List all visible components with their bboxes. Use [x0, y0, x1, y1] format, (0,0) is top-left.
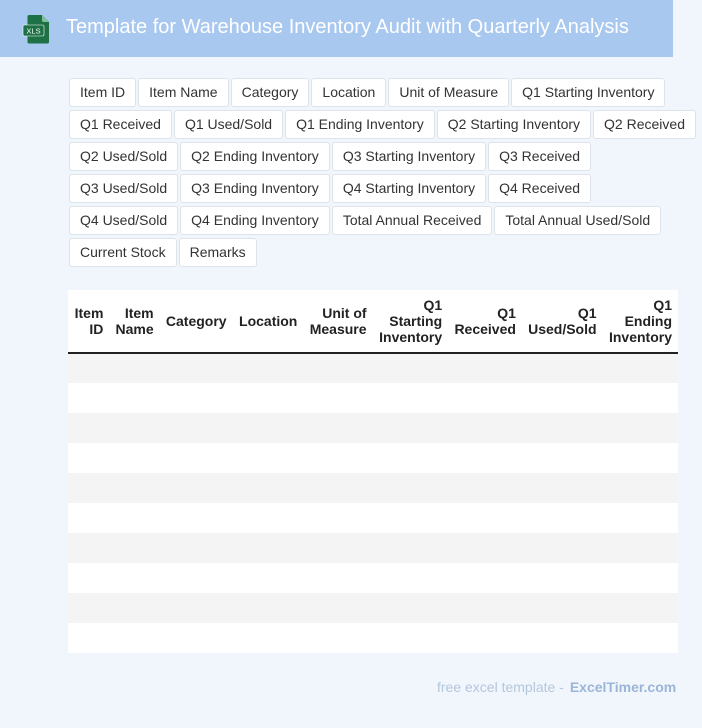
column-chip[interactable]: Q4 Received — [488, 174, 591, 203]
column-chip[interactable]: Q2 Starting Inventory — [437, 110, 591, 139]
table-cell[interactable] — [303, 623, 372, 653]
table-cell[interactable] — [603, 383, 678, 413]
table-cell[interactable] — [233, 353, 304, 383]
table-cell[interactable] — [109, 503, 159, 533]
table-cell[interactable] — [233, 593, 304, 623]
table-cell[interactable] — [522, 443, 603, 473]
table-cell[interactable] — [448, 443, 522, 473]
table-cell[interactable] — [603, 413, 678, 443]
footer-credit — [437, 679, 676, 695]
table-row — [68, 413, 678, 443]
table-cell[interactable] — [233, 473, 304, 503]
table-cell[interactable] — [303, 503, 372, 533]
column-chip[interactable]: Remarks — [179, 238, 257, 267]
table-cell[interactable] — [109, 593, 159, 623]
table-cell[interactable] — [373, 443, 449, 473]
column-header: Q1 Starting Inventory — [373, 290, 449, 353]
table-cell[interactable] — [160, 473, 233, 503]
table-cell[interactable] — [160, 413, 233, 443]
table-cell[interactable] — [68, 503, 109, 533]
footer-prefix: free excel template - — [437, 679, 564, 695]
table-cell[interactable] — [522, 533, 603, 563]
table-cell[interactable] — [160, 503, 233, 533]
inventory-table — [68, 290, 678, 653]
table-cell[interactable] — [448, 533, 522, 563]
table-cell[interactable] — [603, 473, 678, 503]
table-cell[interactable] — [303, 593, 372, 623]
table-cell[interactable] — [109, 533, 159, 563]
table-cell[interactable] — [303, 473, 372, 503]
table-cell[interactable] — [233, 563, 304, 593]
table-cell[interactable] — [603, 593, 678, 623]
table-row — [68, 383, 678, 413]
column-header: Location — [233, 290, 304, 353]
column-header: Item Name — [109, 290, 159, 353]
column-header: Q1 Received — [448, 290, 522, 353]
table-cell[interactable] — [160, 593, 233, 623]
table-cell[interactable] — [448, 563, 522, 593]
table-cell[interactable] — [160, 443, 233, 473]
table-cell[interactable] — [303, 443, 372, 473]
svg-text:XLS: XLS — [26, 26, 41, 36]
table-cell[interactable] — [448, 383, 522, 413]
column-header: Q1 Used/Sold — [522, 290, 603, 353]
table-cell[interactable] — [109, 353, 159, 383]
table-cell[interactable] — [522, 413, 603, 443]
table-cell[interactable] — [373, 413, 449, 443]
table-cell[interactable] — [603, 503, 678, 533]
table-cell[interactable] — [373, 503, 449, 533]
table-row — [68, 533, 678, 563]
table-cell[interactable] — [373, 593, 449, 623]
table-row — [68, 563, 678, 593]
column-chip[interactable]: Total Annual Used/Sold — [494, 206, 661, 235]
table-cell[interactable] — [68, 563, 109, 593]
table-cell[interactable] — [68, 413, 109, 443]
table-cell[interactable] — [448, 353, 522, 383]
column-header: Category — [160, 290, 233, 353]
column-chip-list — [69, 78, 699, 267]
table-cell[interactable] — [68, 533, 109, 563]
table-cell[interactable] — [68, 593, 109, 623]
column-chip[interactable]: Q2 Used/Sold — [69, 142, 178, 171]
table-cell[interactable] — [373, 353, 449, 383]
table-cell[interactable] — [160, 533, 233, 563]
table-cell[interactable] — [68, 353, 109, 383]
table-cell[interactable] — [109, 473, 159, 503]
table-cell[interactable] — [233, 383, 304, 413]
table-cell[interactable] — [68, 383, 109, 413]
table-header-row — [68, 290, 678, 353]
table-row — [68, 443, 678, 473]
table-cell[interactable] — [603, 533, 678, 563]
column-chip[interactable]: Q1 Used/Sold — [174, 110, 283, 139]
column-chip[interactable]: Q1 Received — [69, 110, 172, 139]
column-chip[interactable]: Current Stock — [69, 238, 177, 267]
table-row — [68, 503, 678, 533]
table-cell[interactable] — [68, 443, 109, 473]
table-cell[interactable] — [68, 623, 109, 653]
column-chip[interactable]: Unit of Measure — [388, 78, 509, 107]
table-cell[interactable] — [522, 623, 603, 653]
column-chip[interactable]: Q3 Received — [488, 142, 591, 171]
column-chip[interactable]: Q4 Ending Inventory — [180, 206, 330, 235]
table-cell[interactable] — [109, 413, 159, 443]
table-cell[interactable] — [522, 383, 603, 413]
table-cell[interactable] — [373, 563, 449, 593]
table-cell[interactable] — [160, 563, 233, 593]
table-cell[interactable] — [160, 353, 233, 383]
column-chip[interactable]: Item ID — [69, 78, 136, 107]
table-row — [68, 353, 678, 383]
column-chip[interactable]: Q4 Used/Sold — [69, 206, 178, 235]
table-cell[interactable] — [109, 383, 159, 413]
table-cell[interactable] — [109, 623, 159, 653]
table-cell[interactable] — [522, 593, 603, 623]
table-row — [68, 473, 678, 503]
column-chip[interactable]: Q3 Used/Sold — [69, 174, 178, 203]
column-chip[interactable]: Q3 Ending Inventory — [180, 174, 330, 203]
table-cell[interactable] — [303, 563, 372, 593]
table-cell[interactable] — [522, 563, 603, 593]
table-row — [68, 593, 678, 623]
column-chip[interactable]: Total Annual Received — [332, 206, 493, 235]
table-cell[interactable] — [373, 623, 449, 653]
column-header: Item ID — [68, 290, 109, 353]
table-cell[interactable] — [160, 383, 233, 413]
table-cell[interactable] — [448, 413, 522, 443]
table-cell[interactable] — [448, 503, 522, 533]
column-chip[interactable]: Q1 Ending Inventory — [285, 110, 435, 139]
inventory-table-viewport — [68, 290, 678, 653]
table-cell[interactable] — [233, 503, 304, 533]
table-cell[interactable] — [522, 503, 603, 533]
table-cell[interactable] — [233, 533, 304, 563]
table-cell[interactable] — [603, 353, 678, 383]
table-cell[interactable] — [303, 353, 372, 383]
table-cell[interactable] — [303, 383, 372, 413]
column-chip[interactable]: Q2 Received — [593, 110, 696, 139]
table-cell[interactable] — [303, 413, 372, 443]
header-bar — [0, 0, 673, 57]
table-cell[interactable] — [233, 413, 304, 443]
table-cell[interactable] — [522, 353, 603, 383]
table-cell[interactable] — [373, 533, 449, 563]
table-body — [68, 353, 678, 653]
table-cell[interactable] — [109, 443, 159, 473]
column-chip[interactable]: Q1 Starting Inventory — [511, 78, 665, 107]
table-cell[interactable] — [603, 623, 678, 653]
footer-brand-link[interactable]: ExcelTimer.com — [569, 679, 677, 695]
table-cell[interactable] — [233, 443, 304, 473]
table-cell[interactable] — [448, 593, 522, 623]
table-cell[interactable] — [303, 533, 372, 563]
table-cell[interactable] — [160, 623, 233, 653]
table-cell[interactable] — [109, 563, 159, 593]
table-cell[interactable] — [448, 623, 522, 653]
table-cell[interactable] — [603, 443, 678, 473]
table-cell[interactable] — [373, 473, 449, 503]
table-row — [68, 623, 678, 653]
table-cell[interactable] — [68, 473, 109, 503]
column-header: Q1 Ending Inventory — [603, 290, 678, 353]
table-cell[interactable] — [603, 563, 678, 593]
table-cell[interactable] — [448, 473, 522, 503]
table-cell[interactable] — [233, 623, 304, 653]
column-chip[interactable]: Location — [311, 78, 386, 107]
column-chip[interactable]: Q2 Ending Inventory — [180, 142, 330, 171]
excel-file-icon — [22, 14, 50, 44]
table-cell[interactable] — [522, 473, 603, 503]
column-chip[interactable]: Q4 Starting Inventory — [332, 174, 486, 203]
column-chip[interactable]: Category — [231, 78, 310, 107]
column-header: Unit of Measure — [303, 290, 372, 353]
page-title: Template for Warehouse Inventory Audit with Quarterly Analysis — [66, 16, 629, 38]
table-cell[interactable] — [373, 383, 449, 413]
column-chip[interactable]: Item Name — [138, 78, 228, 107]
column-chip[interactable]: Q3 Starting Inventory — [332, 142, 486, 171]
